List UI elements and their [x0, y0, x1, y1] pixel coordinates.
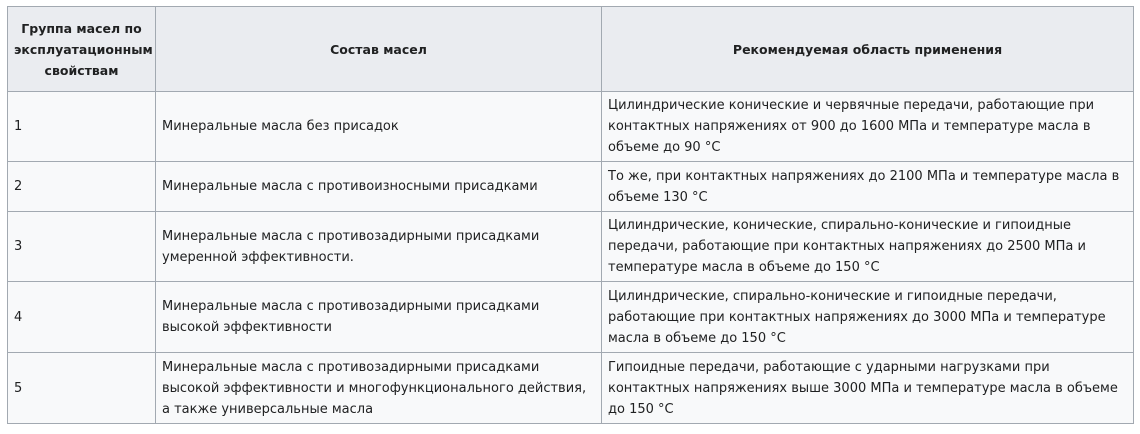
header-composition: Состав масел [156, 7, 602, 92]
cell-composition: Минеральные масла с противозадирными присадками высокой эффективности и многофункционального действия, а также универсальные масла [156, 353, 602, 424]
cell-group: 3 [8, 212, 156, 282]
table-row [8, 162, 1134, 212]
cell-composition: Минеральные масла с противозадирными присадками высокой эффективности [156, 282, 602, 353]
cell-application: То же, при контактных напряжениях до 2100 МПа и температуре масла в объеме 130 °С [602, 162, 1134, 212]
cell-application: Цилиндрические, спирально-конические и гипоидные передачи, работающие при контактных напряжениях до 3000 МПа и температуре масла в объеме до 150 °С [602, 282, 1134, 353]
cell-group: 4 [8, 282, 156, 353]
header-group: Группа масел по эксплуатационным свойствам [8, 7, 156, 92]
cell-group: 1 [8, 92, 156, 162]
table-row [8, 92, 1134, 162]
cell-composition: Минеральные масла с противозадирными присадками умеренной эффективности. [156, 212, 602, 282]
cell-application: Гипоидные передачи, работающие с ударными нагрузками при контактных напряжениях выше 3000 МПа и температуре масла в объеме до 150 °С [602, 353, 1134, 424]
table-row [8, 212, 1134, 282]
table-row [8, 353, 1134, 424]
cell-application: Цилиндрические, конические, спирально-конические и гипоидные передачи, работающие при контактных напряжениях до 2500 МПа и температуре масла в объеме до 150 °С [602, 212, 1134, 282]
table-row [8, 282, 1134, 353]
oil-groups-table-wrapper [7, 6, 1134, 424]
table-header-row [8, 7, 1134, 92]
cell-group: 2 [8, 162, 156, 212]
cell-application: Цилиндрические конические и червячные передачи, работающие при контактных напряжениях от 900 до 1600 МПа и температуре масла в объеме до 90 °С [602, 92, 1134, 162]
oil-groups-table [7, 6, 1134, 424]
header-application: Рекомендуемая область применения [602, 7, 1134, 92]
cell-group: 5 [8, 353, 156, 424]
cell-composition: Минеральные масла с противоизносными присадками [156, 162, 602, 212]
cell-composition: Минеральные масла без присадок [156, 92, 602, 162]
